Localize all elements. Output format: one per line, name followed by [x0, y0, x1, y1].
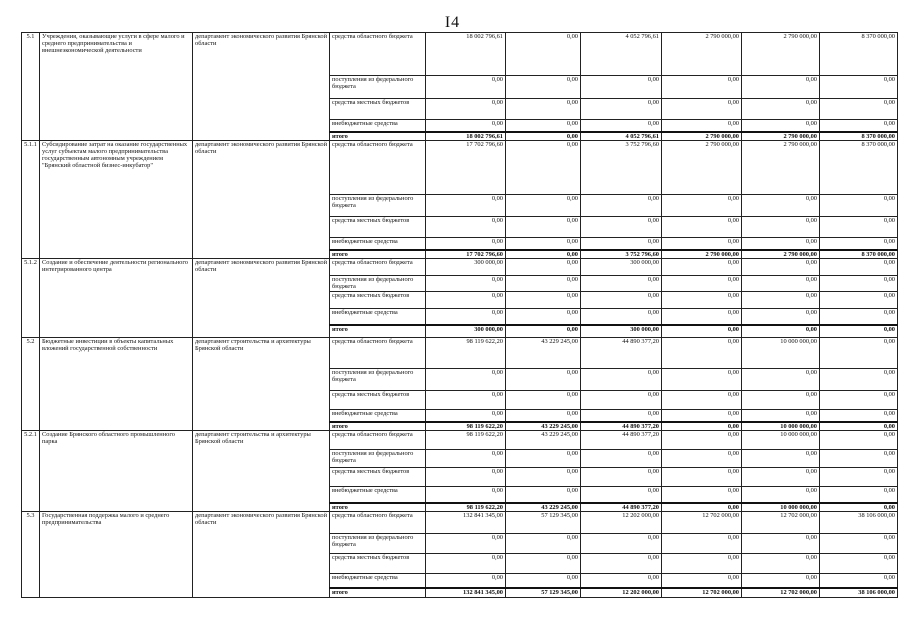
- amount-cell: 2 790 000,00: [662, 250, 742, 259]
- amount-cell: 0,00: [506, 237, 581, 249]
- amount-cell: 0,00: [506, 533, 581, 554]
- amount-cell: 0,00: [506, 194, 581, 217]
- amount-cell: 57 129 345,00: [506, 512, 581, 534]
- table-row: [22, 512, 898, 534]
- amount-cell: 0,00: [506, 217, 581, 238]
- amount-cell: 0,00: [820, 99, 898, 120]
- amount-cell: 0,00: [506, 292, 581, 309]
- amount-cell: 0,00: [581, 194, 662, 217]
- amount-cell: 2 790 000,00: [742, 250, 820, 259]
- amount-cell: 98 119 622,20: [426, 431, 506, 450]
- amount-cell: 0,00: [820, 368, 898, 391]
- amount-cell: 0,00: [581, 554, 662, 574]
- amount-cell: 3 752 796,60: [581, 140, 662, 194]
- funding-source: средства областного бюджета: [330, 33, 426, 76]
- amount-cell: 57 129 345,00: [506, 588, 581, 598]
- amount-cell: 0,00: [662, 422, 742, 431]
- amount-cell: 0,00: [581, 449, 662, 468]
- amount-cell: 0,00: [506, 468, 581, 487]
- amount-cell: 12 702 000,00: [742, 512, 820, 534]
- funding-source: средства областного бюджета: [330, 259, 426, 276]
- amount-cell: 300 000,00: [581, 325, 662, 337]
- amount-cell: 98 119 622,20: [426, 503, 506, 512]
- amount-cell: 0,00: [662, 237, 742, 249]
- amount-cell: 0,00: [662, 308, 742, 325]
- item-name: Государственная поддержка малого и среднего предпринимательства: [40, 512, 193, 598]
- responsible-department: департамент экономического развития Брянской области: [193, 259, 330, 337]
- amount-cell: 0,00: [742, 391, 820, 410]
- amount-cell: 0,00: [820, 119, 898, 131]
- responsible-department: департамент экономического развития Брянской области: [193, 33, 330, 141]
- amount-cell: 0,00: [742, 449, 820, 468]
- amount-cell: 0,00: [581, 486, 662, 503]
- amount-cell: 0,00: [426, 486, 506, 503]
- amount-cell: 0,00: [581, 237, 662, 249]
- amount-cell: 0,00: [506, 449, 581, 468]
- funding-source: средства областного бюджета: [330, 431, 426, 450]
- amount-cell: 38 106 000,00: [820, 512, 898, 534]
- amount-cell: 0,00: [662, 503, 742, 512]
- funding-source: поступления из федерального бюджета: [330, 275, 426, 292]
- amount-cell: 0,00: [742, 292, 820, 309]
- amount-cell: 0,00: [426, 468, 506, 487]
- item-number: 5.2: [22, 337, 40, 430]
- amount-cell: 0,00: [742, 76, 820, 99]
- amount-cell: 4 052 796,61: [581, 132, 662, 141]
- amount-cell: 0,00: [820, 292, 898, 309]
- amount-cell: 0,00: [426, 391, 506, 410]
- amount-cell: 8 370 000,00: [820, 250, 898, 259]
- amount-cell: 0,00: [506, 308, 581, 325]
- amount-cell: 10 000 000,00: [742, 337, 820, 368]
- amount-cell: 0,00: [426, 409, 506, 421]
- amount-cell: 0,00: [742, 119, 820, 131]
- item-name: Создание Брянского областного промышленного парка: [40, 431, 193, 512]
- funding-source: итого: [330, 132, 426, 141]
- funding-source: итого: [330, 422, 426, 431]
- amount-cell: 0,00: [820, 237, 898, 249]
- table-row: [22, 337, 898, 368]
- amount-cell: 0,00: [581, 275, 662, 292]
- amount-cell: 0,00: [506, 132, 581, 141]
- amount-cell: 0,00: [820, 468, 898, 487]
- amount-cell: 10 000 000,00: [742, 431, 820, 450]
- amount-cell: 0,00: [426, 217, 506, 238]
- amount-cell: 0,00: [742, 554, 820, 574]
- amount-cell: 0,00: [662, 259, 742, 276]
- amount-cell: 0,00: [506, 325, 581, 337]
- amount-cell: 0,00: [506, 140, 581, 194]
- amount-cell: 2 790 000,00: [662, 33, 742, 76]
- amount-cell: 0,00: [662, 409, 742, 421]
- amount-cell: 2 790 000,00: [742, 140, 820, 194]
- amount-cell: 0,00: [742, 574, 820, 588]
- funding-source: средства областного бюджета: [330, 337, 426, 368]
- amount-cell: 0,00: [742, 486, 820, 503]
- amount-cell: 12 702 000,00: [742, 588, 820, 598]
- amount-cell: 0,00: [662, 337, 742, 368]
- amount-cell: 0,00: [820, 486, 898, 503]
- amount-cell: 0,00: [426, 554, 506, 574]
- funding-source: итого: [330, 250, 426, 259]
- amount-cell: 0,00: [662, 449, 742, 468]
- amount-cell: 0,00: [506, 119, 581, 131]
- item-name: Бюджетные инвестиции в объекты капитальных вложений государственной собственности: [40, 337, 193, 430]
- amount-cell: 0,00: [742, 237, 820, 249]
- funding-source: средства местных бюджетов: [330, 217, 426, 238]
- amount-cell: 0,00: [742, 325, 820, 337]
- responsible-department: департамент экономического развития Брянской области: [193, 140, 330, 258]
- amount-cell: 0,00: [820, 503, 898, 512]
- funding-source: внебюджетные средства: [330, 574, 426, 588]
- amount-cell: 0,00: [820, 409, 898, 421]
- amount-cell: 0,00: [581, 409, 662, 421]
- amount-cell: 0,00: [742, 194, 820, 217]
- amount-cell: 12 702 000,00: [662, 588, 742, 598]
- table-row: [22, 259, 898, 276]
- table-row: [22, 33, 898, 76]
- amount-cell: 98 119 622,20: [426, 337, 506, 368]
- amount-cell: 0,00: [662, 325, 742, 337]
- funding-source: поступления из федерального бюджета: [330, 368, 426, 391]
- amount-cell: 0,00: [506, 391, 581, 410]
- funding-source: итого: [330, 503, 426, 512]
- amount-cell: 38 106 000,00: [820, 588, 898, 598]
- amount-cell: 8 370 000,00: [820, 33, 898, 76]
- amount-cell: 10 000 000,00: [742, 422, 820, 431]
- item-number: 5.3: [22, 512, 40, 598]
- amount-cell: 44 890 377,20: [581, 422, 662, 431]
- amount-cell: 10 000 000,00: [742, 503, 820, 512]
- amount-cell: 98 119 622,20: [426, 422, 506, 431]
- responsible-department: департамент экономического развития Брянской области: [193, 512, 330, 598]
- amount-cell: 0,00: [581, 574, 662, 588]
- amount-cell: 0,00: [426, 368, 506, 391]
- amount-cell: 0,00: [426, 308, 506, 325]
- amount-cell: 0,00: [581, 468, 662, 487]
- amount-cell: 0,00: [820, 574, 898, 588]
- amount-cell: 300 000,00: [426, 325, 506, 337]
- amount-cell: 0,00: [426, 237, 506, 249]
- amount-cell: 43 229 245,00: [506, 431, 581, 450]
- amount-cell: 8 370 000,00: [820, 132, 898, 141]
- page-number: I4: [444, 14, 461, 31]
- amount-cell: 0,00: [662, 431, 742, 450]
- funding-source: средства местных бюджетов: [330, 554, 426, 574]
- funding-source: итого: [330, 588, 426, 598]
- funding-source: внебюджетные средства: [330, 409, 426, 421]
- amount-cell: 2 790 000,00: [662, 140, 742, 194]
- amount-cell: 2 790 000,00: [742, 132, 820, 141]
- amount-cell: 43 229 245,00: [506, 422, 581, 431]
- amount-cell: 12 202 000,00: [581, 512, 662, 534]
- funding-source: внебюджетные средства: [330, 308, 426, 325]
- amount-cell: 0,00: [506, 486, 581, 503]
- amount-cell: 0,00: [426, 119, 506, 131]
- amount-cell: 0,00: [426, 533, 506, 554]
- funding-source: итого: [330, 325, 426, 337]
- responsible-department: департамент строительства и архитектуры Брянской области: [193, 337, 330, 430]
- amount-cell: 0,00: [506, 409, 581, 421]
- amount-cell: 0,00: [742, 259, 820, 276]
- amount-cell: 0,00: [662, 275, 742, 292]
- amount-cell: 0,00: [506, 250, 581, 259]
- funding-source: средства местных бюджетов: [330, 292, 426, 309]
- amount-cell: 0,00: [662, 99, 742, 120]
- amount-cell: 0,00: [581, 308, 662, 325]
- amount-cell: 0,00: [506, 99, 581, 120]
- amount-cell: 0,00: [820, 325, 898, 337]
- amount-cell: 0,00: [820, 554, 898, 574]
- amount-cell: 0,00: [426, 449, 506, 468]
- item-number: 5.1: [22, 33, 40, 141]
- amount-cell: 0,00: [426, 99, 506, 120]
- amount-cell: 0,00: [506, 574, 581, 588]
- amount-cell: 2 790 000,00: [662, 132, 742, 141]
- amount-cell: 0,00: [581, 217, 662, 238]
- funding-source: поступления из федерального бюджета: [330, 76, 426, 99]
- amount-cell: 132 841 345,00: [426, 512, 506, 534]
- amount-cell: 0,00: [506, 33, 581, 76]
- amount-cell: 44 890 377,20: [581, 337, 662, 368]
- funding-source: поступления из федерального бюджета: [330, 533, 426, 554]
- amount-cell: 18 002 796,61: [426, 33, 506, 76]
- amount-cell: 0,00: [506, 368, 581, 391]
- amount-cell: 0,00: [506, 554, 581, 574]
- amount-cell: 8 370 000,00: [820, 140, 898, 194]
- amount-cell: 0,00: [742, 275, 820, 292]
- amount-cell: 0,00: [742, 533, 820, 554]
- funding-source: внебюджетные средства: [330, 486, 426, 503]
- amount-cell: 0,00: [426, 76, 506, 99]
- amount-cell: 0,00: [581, 368, 662, 391]
- amount-cell: 0,00: [581, 76, 662, 99]
- amount-cell: 0,00: [820, 337, 898, 368]
- funding-source: средства местных бюджетов: [330, 468, 426, 487]
- item-number: 5.1.1: [22, 140, 40, 258]
- item-number: 5.2.1: [22, 431, 40, 512]
- funding-source: средства местных бюджетов: [330, 99, 426, 120]
- amount-cell: 0,00: [820, 391, 898, 410]
- amount-cell: 0,00: [820, 431, 898, 450]
- amount-cell: 3 752 796,60: [581, 250, 662, 259]
- amount-cell: 0,00: [581, 391, 662, 410]
- amount-cell: 0,00: [581, 292, 662, 309]
- amount-cell: 0,00: [506, 275, 581, 292]
- amount-cell: 300 000,00: [581, 259, 662, 276]
- amount-cell: 0,00: [742, 99, 820, 120]
- amount-cell: 0,00: [820, 422, 898, 431]
- amount-cell: 0,00: [662, 468, 742, 487]
- amount-cell: 0,00: [662, 554, 742, 574]
- funding-source: внебюджетные средства: [330, 119, 426, 131]
- amount-cell: 0,00: [662, 217, 742, 238]
- funding-source: средства областного бюджета: [330, 140, 426, 194]
- amount-cell: 0,00: [662, 486, 742, 503]
- item-name: Создание и обеспечение деятельности регионального интегрированного центра: [40, 259, 193, 337]
- amount-cell: 2 790 000,00: [742, 33, 820, 76]
- responsible-department: департамент строительства и архитектуры Брянской области: [193, 431, 330, 512]
- amount-cell: 0,00: [662, 76, 742, 99]
- amount-cell: 12 202 000,00: [581, 588, 662, 598]
- amount-cell: 0,00: [820, 449, 898, 468]
- funding-source: средства местных бюджетов: [330, 391, 426, 410]
- amount-cell: 132 841 345,00: [426, 588, 506, 598]
- funding-source: внебюджетные средства: [330, 237, 426, 249]
- amount-cell: 43 229 245,00: [506, 503, 581, 512]
- amount-cell: 0,00: [426, 275, 506, 292]
- amount-cell: 0,00: [742, 368, 820, 391]
- amount-cell: 0,00: [581, 99, 662, 120]
- amount-cell: 44 890 377,20: [581, 431, 662, 450]
- amount-cell: 0,00: [426, 574, 506, 588]
- amount-cell: 4 052 796,61: [581, 33, 662, 76]
- amount-cell: 0,00: [426, 194, 506, 217]
- amount-cell: 43 229 245,00: [506, 337, 581, 368]
- amount-cell: 0,00: [820, 259, 898, 276]
- funding-source: средства областного бюджета: [330, 512, 426, 534]
- funding-source: поступления из федерального бюджета: [330, 449, 426, 468]
- amount-cell: 0,00: [581, 533, 662, 554]
- amount-cell: 0,00: [820, 76, 898, 99]
- amount-cell: 12 702 000,00: [662, 512, 742, 534]
- amount-cell: 300 000,00: [426, 259, 506, 276]
- amount-cell: 0,00: [820, 308, 898, 325]
- amount-cell: 0,00: [820, 194, 898, 217]
- amount-cell: 0,00: [742, 409, 820, 421]
- amount-cell: 0,00: [662, 194, 742, 217]
- budget-table: [21, 32, 898, 598]
- item-number: 5.1.2: [22, 259, 40, 337]
- amount-cell: 0,00: [426, 292, 506, 309]
- amount-cell: 0,00: [820, 217, 898, 238]
- amount-cell: 0,00: [506, 259, 581, 276]
- amount-cell: 0,00: [662, 119, 742, 131]
- amount-cell: 0,00: [820, 275, 898, 292]
- amount-cell: 0,00: [662, 574, 742, 588]
- amount-cell: 0,00: [742, 217, 820, 238]
- amount-cell: 0,00: [662, 292, 742, 309]
- amount-cell: 17 702 796,60: [426, 140, 506, 194]
- amount-cell: 0,00: [662, 391, 742, 410]
- amount-cell: 0,00: [506, 76, 581, 99]
- amount-cell: 0,00: [662, 533, 742, 554]
- item-name: Учреждения, оказывающие услуги в сфере малого и среднего предпринимательства и внешнеэкономической деятельности: [40, 33, 193, 141]
- amount-cell: 0,00: [581, 119, 662, 131]
- amount-cell: 0,00: [742, 308, 820, 325]
- amount-cell: 0,00: [662, 368, 742, 391]
- amount-cell: 18 002 796,61: [426, 132, 506, 141]
- amount-cell: 17 702 796,60: [426, 250, 506, 259]
- table-row: [22, 140, 898, 194]
- amount-cell: 0,00: [742, 468, 820, 487]
- funding-source: поступления из федерального бюджета: [330, 194, 426, 217]
- item-name: Субсидирование затрат на оказание государственных услуг субъектам малого предпринимательства государственным автономным учреждением "Брянский областной бизнес-инкубатор": [40, 140, 193, 258]
- table-row: [22, 431, 898, 450]
- amount-cell: 44 890 377,20: [581, 503, 662, 512]
- amount-cell: 0,00: [820, 533, 898, 554]
